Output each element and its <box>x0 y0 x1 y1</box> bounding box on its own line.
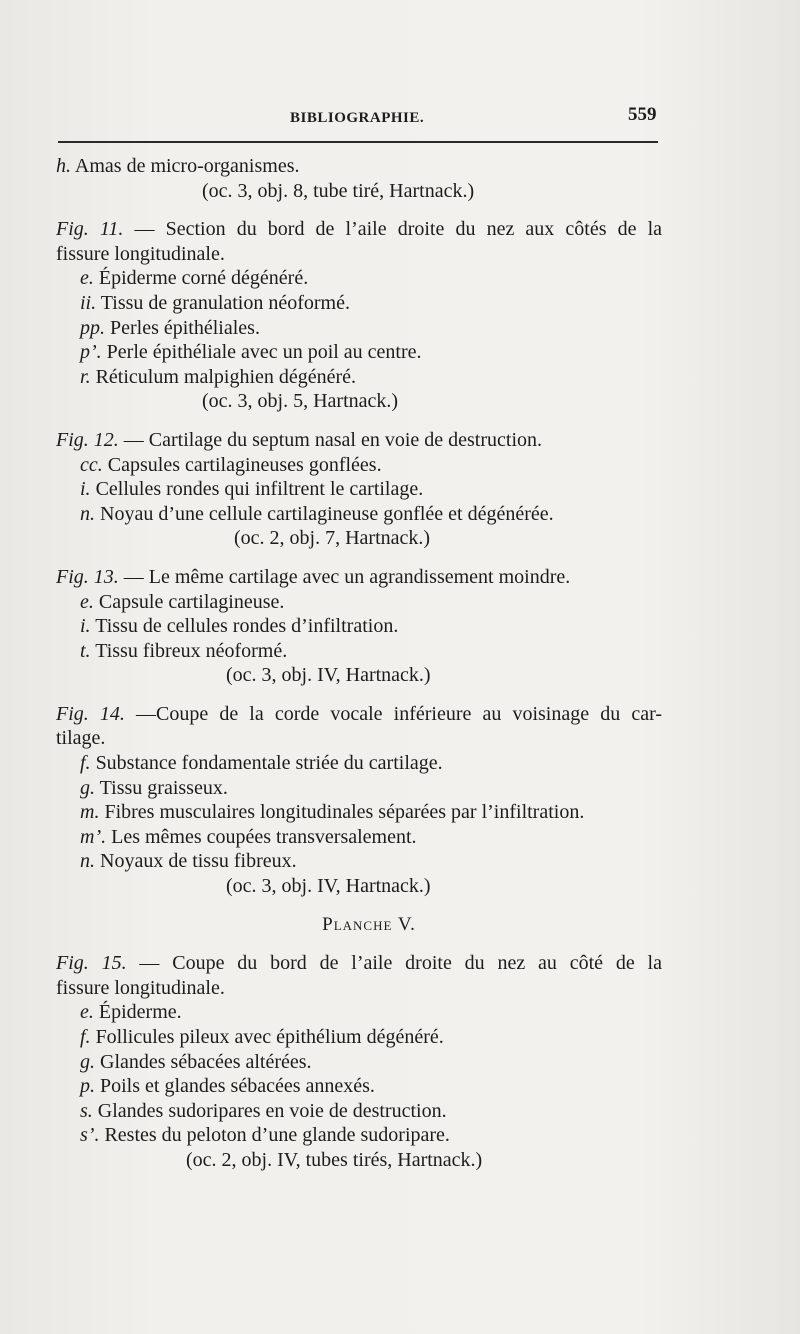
plate-heading: Planche V. <box>322 913 416 935</box>
legend-line: g. Glandes sébacées altérées. <box>80 1050 312 1073</box>
running-head: BIBLIOGRAPHIE. <box>290 110 425 126</box>
legend-line: f. Substance fondamentale striée du cartilage. <box>80 752 443 775</box>
legend-line: e. Capsule cartilagineuse. <box>80 590 285 613</box>
legend-line: f. Follicules pileux avec épithélium dégénéré. <box>80 1026 444 1048</box>
figure-title: Fig. 14. —Coupe de la corde vocale inférieure au voisinage du car- <box>56 702 663 725</box>
legend-line: m. Fibres musculaires longitudinales séparées par l’infiltration. <box>80 801 585 824</box>
legend-line: g. Tissu graisseux. <box>80 776 228 799</box>
figure-title: Fig. 11. — Section du bord de l’aile droite du nez aux côtés de la <box>56 218 663 241</box>
figure-number: Fig. 12. <box>56 428 119 451</box>
legend-line: e. Épiderme. <box>80 1001 182 1024</box>
magnification-caption: (oc. 3, obj. IV, Hartnack.) <box>226 664 431 687</box>
figure-legends-text <box>56 154 662 1173</box>
legend-line: ii. Tissu de granulation néoformé. <box>80 291 350 314</box>
figure-number: Fig. 13. <box>56 565 119 588</box>
legend-line: t. Tissu fibreux néoformé. <box>80 639 288 662</box>
magnification-caption: (oc. 3, obj. IV, Hartnack.) <box>226 875 431 898</box>
figure-number: Fig. 15. <box>56 952 127 975</box>
figure-title-continued: fissure longitudinale. <box>56 976 225 999</box>
legend-line: i. Tissu de cellules rondes d’infiltration. <box>80 615 399 638</box>
legend-line: m’. Les mêmes coupées transversalement. <box>80 825 417 848</box>
figure-title: Fig. 13. — Le même cartilage avec un agrandissement moindre. <box>56 565 571 588</box>
legend-line: p. Poils et glandes sébacées annexés. <box>80 1075 375 1098</box>
legend-line: cc. Capsules cartilagineuses gonflées. <box>80 453 382 476</box>
header-rule <box>58 141 658 143</box>
figure-title-continued: fissure longitudinale. <box>56 242 225 265</box>
magnification-caption: (oc. 2, obj. IV, tubes tirés, Hartnack.) <box>186 1148 483 1171</box>
legend-line: i. Cellules rondes qui infiltrent le cartilage. <box>80 478 424 501</box>
legend-line: n. Noyau d’une cellule cartilagineuse gonflée et dégénérée. <box>80 502 554 525</box>
figure-title: Fig. 15. — Coupe du bord de l’aile droite du nez au côté de la <box>56 952 662 975</box>
legend-line: s. Glandes sudoripares en voie de destruction. <box>80 1099 447 1122</box>
figure-number: Fig. 11. <box>56 218 124 241</box>
legend-line: pp. Perles épithéliales. <box>80 316 260 339</box>
figure-title: Fig. 12. — Cartilage du septum nasal en voie de destruction. <box>56 428 543 451</box>
legend-line: p’. Perle épithéliale avec un poil au centre. <box>80 341 422 364</box>
magnification-caption: (oc. 3, obj. 8, tube tiré, Hartnack.) <box>202 179 475 202</box>
magnification-caption: (oc. 3, obj. 5, Hartnack.) <box>202 390 399 413</box>
legend-line: s’. Restes du peloton d’une glande sudoripare. <box>80 1124 450 1147</box>
legend-line: h. Amas de micro-organismes. <box>56 155 300 177</box>
legend-line: n. Noyaux de tissu fibreux. <box>80 850 297 873</box>
figure-title-continued: tilage. <box>56 727 106 750</box>
magnification-caption: (oc. 2, obj. 7, Hartnack.) <box>234 527 431 550</box>
page-number: 559 <box>628 104 657 125</box>
figure-number: Fig. 14. <box>56 702 125 725</box>
legend-line: r. Réticulum malpighien dégénéré. <box>80 365 357 388</box>
legend-line: e. Épiderme corné dégénéré. <box>80 267 309 290</box>
